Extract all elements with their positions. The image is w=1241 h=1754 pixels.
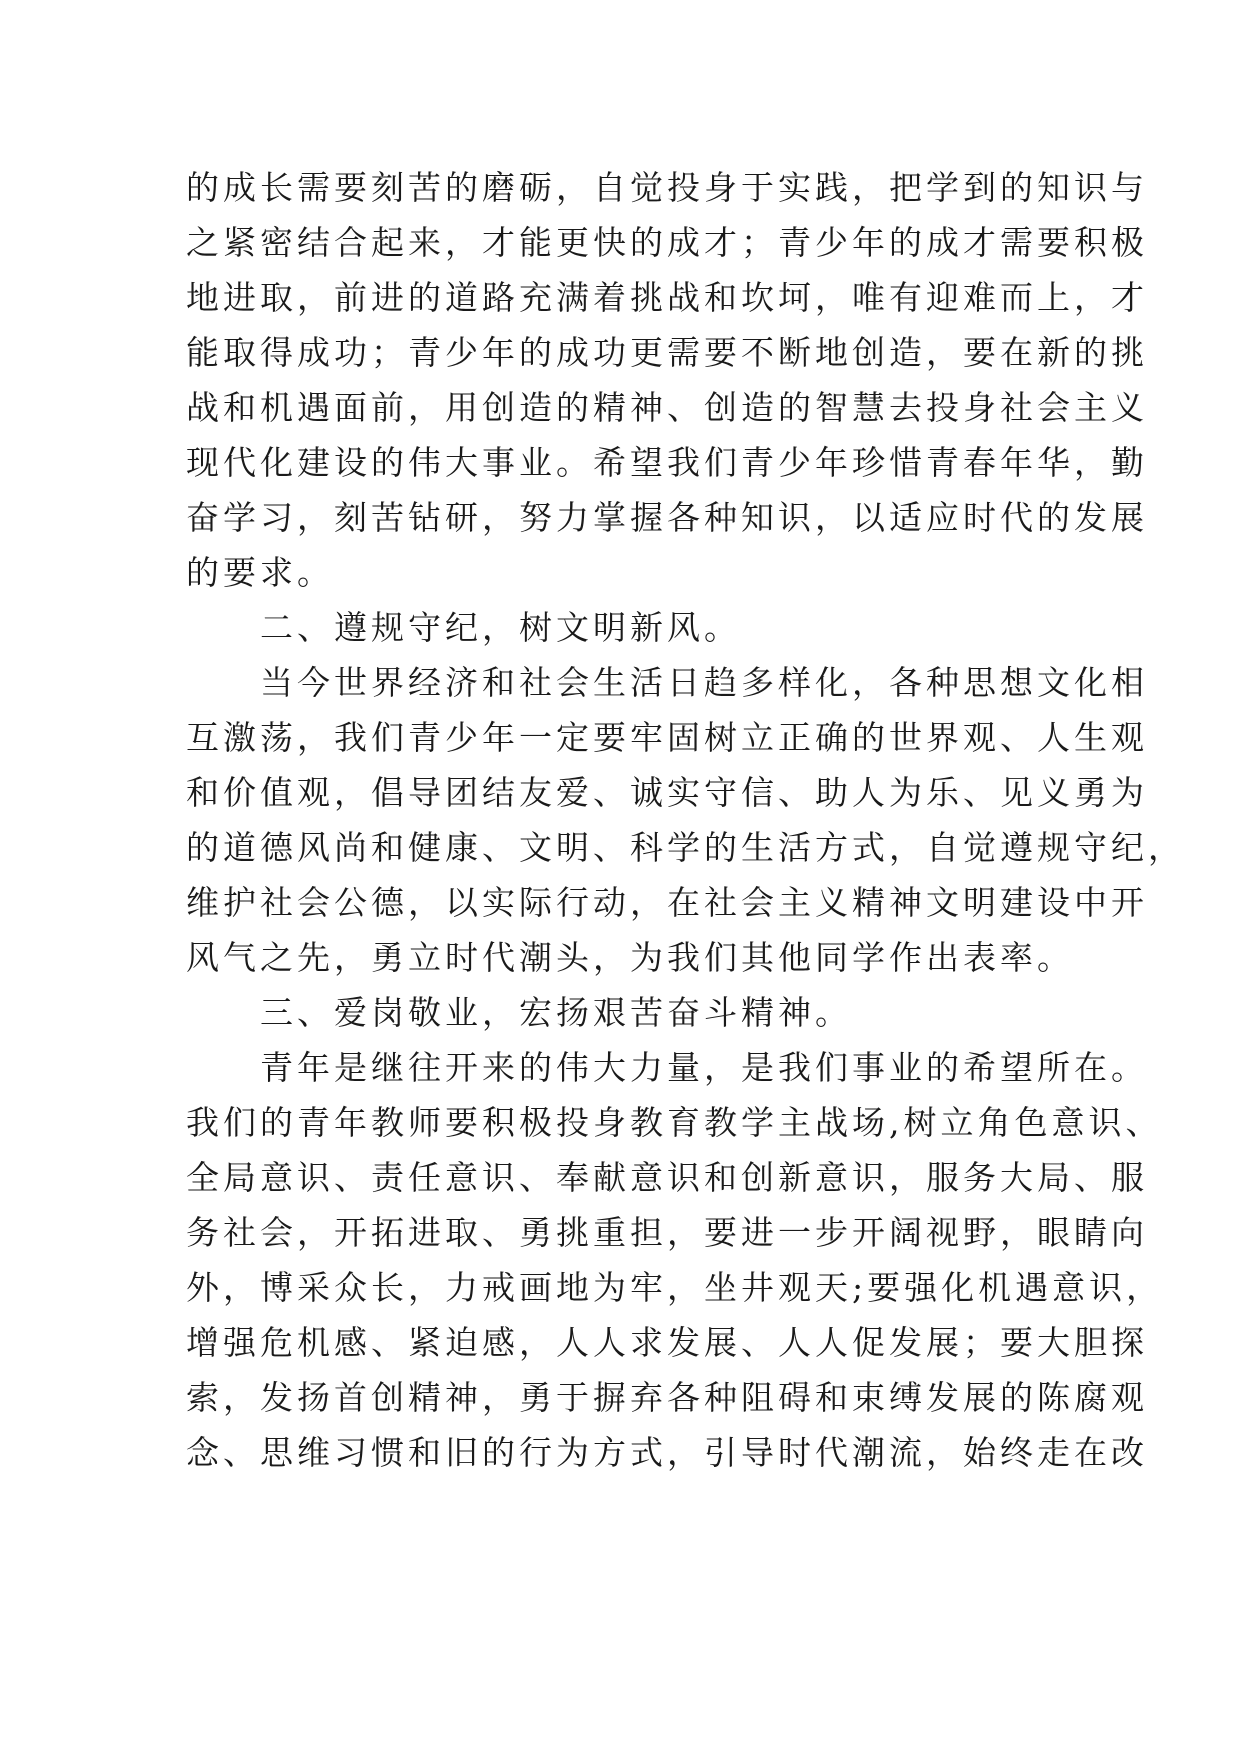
text-line: 现代化建设的伟大事业。希望我们青少年珍惜青春年华，勤 <box>186 443 1148 482</box>
section-heading: 三、爱岗敬业，宏扬艰苦奋斗精神。 <box>260 993 852 1032</box>
text-line: 的要求。 <box>186 553 334 592</box>
text-line: 全局意识、责任意识、奉献意识和创新意识，服务大局、服 <box>186 1158 1148 1197</box>
text-line: 之紧密结合起来，才能更快的成才；青少年的成才需要积极 <box>186 223 1148 262</box>
text-line: 的道德风尚和健康、文明、科学的生活方式，自觉遵规守纪， <box>186 828 1185 867</box>
text-line: 战和机遇面前，用创造的精神、创造的智慧去投身社会主义 <box>186 388 1148 427</box>
section-heading: 二、遵规守纪，树文明新风。 <box>260 608 741 647</box>
paragraph-start: 青年是继往开来的伟大力量，是我们事业的希望所在。 <box>260 1048 1148 1087</box>
text-line: 务社会，开拓进取、勇挑重担，要进一步开阔视野，眼睛向 <box>186 1213 1148 1252</box>
text-line: 互激荡，我们青少年一定要牢固树立正确的世界观、人生观 <box>186 718 1148 757</box>
text-line: 念、思维习惯和旧的行为方式，引导时代潮流，始终走在改 <box>186 1433 1148 1472</box>
text-line: 能取得成功；青少年的成功更需要不断地创造，要在新的挑 <box>186 333 1148 372</box>
text-line: 风气之先，勇立时代潮头，为我们其他同学作出表率。 <box>186 938 1074 977</box>
text-line: 奋学习，刻苦钻研，努力掌握各种知识，以适应时代的发展 <box>186 498 1148 537</box>
text-line: 增强危机感、紧迫感，人人求发展、人人促发展；要大胆探 <box>186 1323 1148 1362</box>
paragraph-start: 当今世界经济和社会生活日趋多样化，各种思想文化相 <box>260 663 1148 702</box>
text-line: 维护社会公德，以实际行动，在社会主义精神文明建设中开 <box>186 883 1148 922</box>
text-line: 我们的青年教师要积极投身教育教学主战场,树立角色意识、 <box>186 1103 1163 1142</box>
body-text <box>186 160 1185 1480</box>
text-line: 和价值观，倡导团结友爱、诚实守信、助人为乐、见义勇为 <box>186 773 1148 812</box>
text-line: 索，发扬首创精神，勇于摒弃各种阻碍和束缚发展的陈腐观 <box>186 1378 1148 1417</box>
text-line: 外，博采众长，力戒画地为牢，坐井观天;要强化机遇意识， <box>186 1268 1164 1307</box>
text-line: 的成长需要刻苦的磨砺，自觉投身于实践，把学到的知识与 <box>186 168 1148 207</box>
text-line: 地进取，前进的道路充满着挑战和坎坷，唯有迎难而上，才 <box>186 278 1148 317</box>
